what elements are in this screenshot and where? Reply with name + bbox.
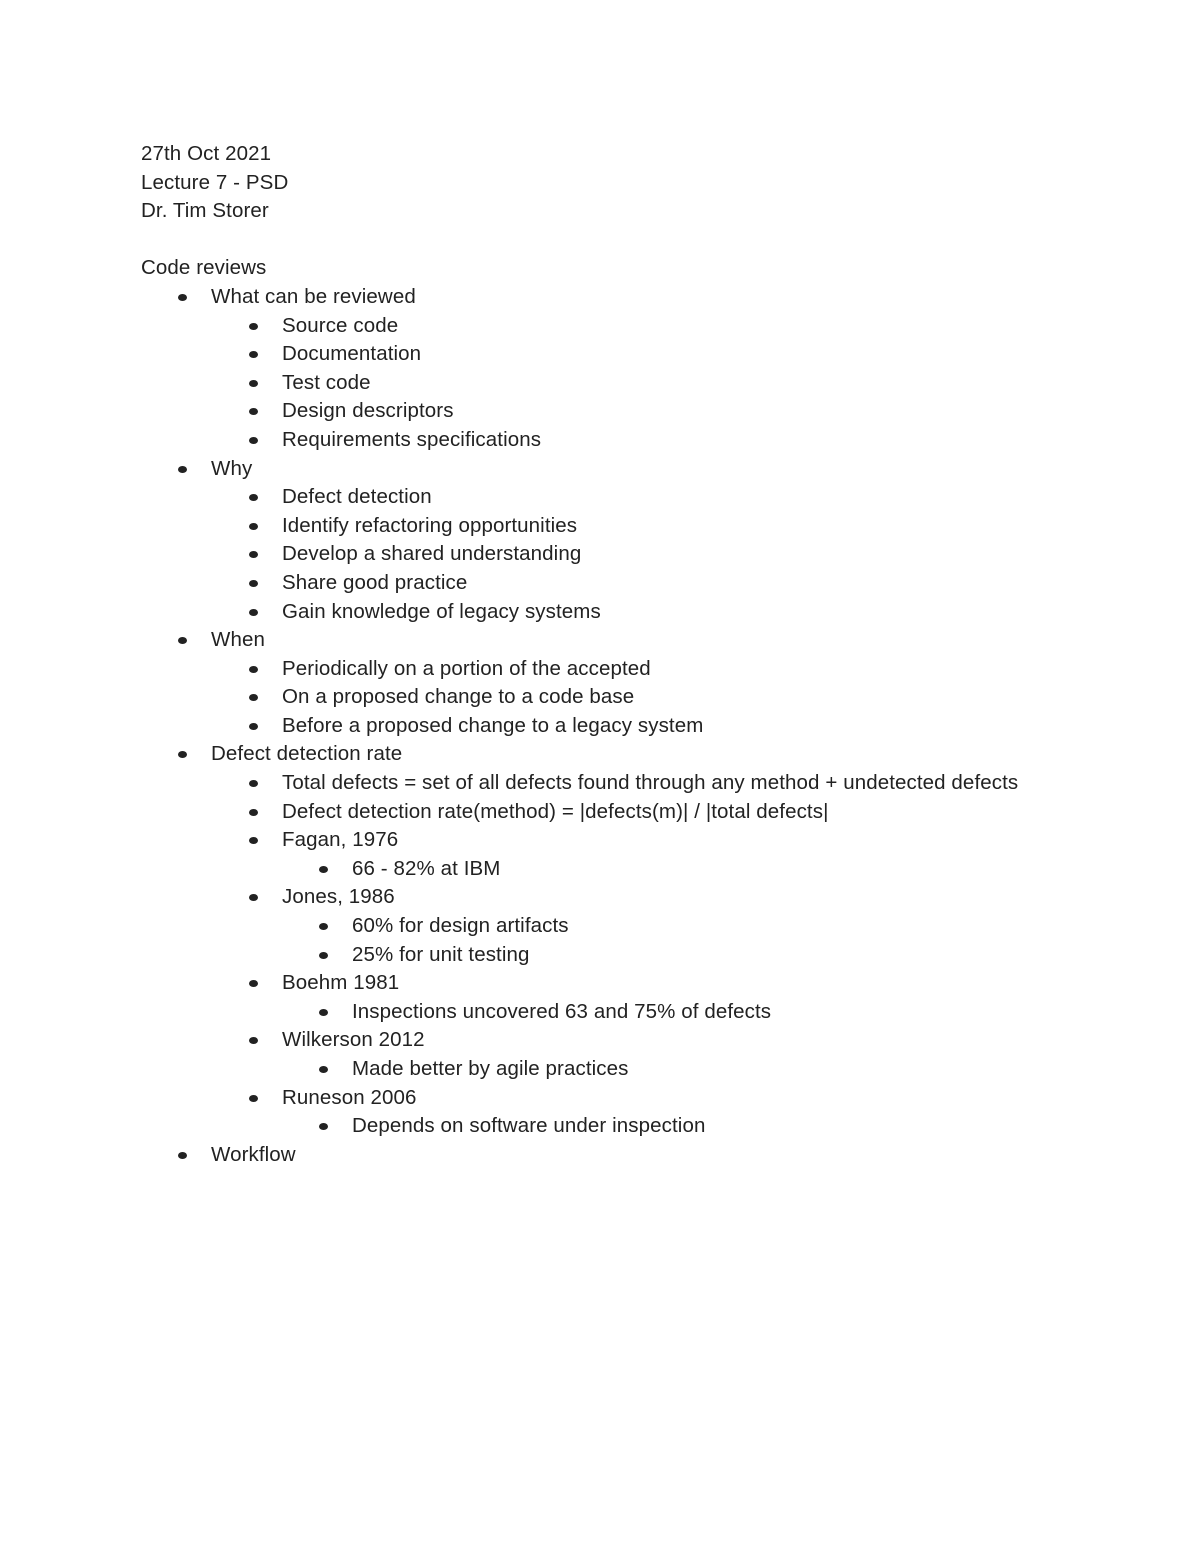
list-item-text: Defect detection (282, 485, 432, 509)
list-item (141, 1141, 1141, 1170)
list-item-text: Share good practice (282, 570, 468, 594)
list-item (141, 740, 1141, 769)
list-item-text: Depends on software under inspection (352, 1114, 706, 1138)
bullet-icon (249, 580, 258, 587)
list-item-text: Jones, 1986 (282, 885, 395, 909)
list-item-text: Source code (282, 313, 399, 337)
section-title: Code reviews (141, 256, 267, 280)
bullet-icon (249, 408, 258, 415)
bullet-icon (249, 523, 258, 530)
list-item (141, 998, 1141, 1027)
list-item (141, 1112, 1141, 1141)
list-item (141, 883, 1141, 912)
list-item (141, 941, 1141, 970)
list-item-text: On a proposed change to a code base (282, 685, 635, 709)
list-item (141, 855, 1141, 884)
bullet-icon (178, 1152, 187, 1159)
list-item-text: Defect detection rate(method) = |defects(m)| / |total defects| (282, 799, 829, 823)
list-item (141, 683, 1141, 712)
list-item (141, 483, 1141, 512)
list-item (141, 1055, 1141, 1084)
bullet-icon (178, 466, 187, 473)
list-item-text: Inspections uncovered 63 and 75% of defects (352, 999, 772, 1023)
list-item-text: 66 - 82% at IBM (352, 856, 501, 880)
list-item (141, 626, 1141, 655)
bullet-icon (249, 1095, 258, 1102)
bullet-icon (249, 723, 258, 730)
list-item (141, 426, 1141, 455)
list-item-text: Documentation (282, 342, 422, 366)
list-item-text: Before a proposed change to a legacy system (282, 713, 704, 737)
bullet-icon (178, 637, 187, 644)
list-item-text: What can be reviewed (211, 284, 416, 308)
list-item (141, 369, 1141, 398)
list-item-text: Fagan, 1976 (282, 828, 399, 852)
list-item-text: Why (211, 456, 253, 480)
bullet-icon (249, 780, 258, 787)
bullet-icon (249, 837, 258, 844)
list-item (141, 769, 1141, 798)
list-item-text: When (211, 628, 265, 652)
list-item-text: Develop a shared understanding (282, 542, 582, 566)
bullet-icon (249, 894, 258, 901)
bullet-icon (249, 694, 258, 701)
list-item (141, 455, 1141, 484)
bullet-icon (249, 323, 258, 330)
list-item (141, 598, 1141, 627)
bullet-icon (249, 809, 258, 816)
list-item-text: Test code (282, 370, 371, 394)
list-item-text: Boehm 1981 (282, 971, 400, 995)
bullet-icon (249, 666, 258, 673)
bullet-icon (178, 751, 187, 758)
list-item (141, 340, 1141, 369)
bullet-icon (319, 1066, 328, 1073)
bullet-icon (249, 980, 258, 987)
list-item (141, 712, 1141, 741)
list-item (141, 826, 1141, 855)
list-item-text: Workflow (211, 1142, 296, 1166)
bullet-icon (249, 609, 258, 616)
list-item (141, 969, 1141, 998)
note-date: 27th Oct 2021 (141, 142, 272, 165)
list-item-text: Wilkerson 2012 (282, 1028, 425, 1052)
list-item-text: Design descriptors (282, 399, 454, 423)
bullet-icon (249, 551, 258, 558)
bullet-icon (249, 351, 258, 358)
list-item (141, 397, 1141, 426)
bullet-icon (249, 437, 258, 444)
list-item (141, 1026, 1141, 1055)
bullet-icon (319, 952, 328, 959)
document-body (141, 140, 1141, 1169)
list-item (141, 912, 1141, 941)
list-item-text: 60% for design artifacts (352, 914, 569, 938)
list-item (141, 655, 1141, 684)
list-item (141, 283, 1141, 312)
bullet-icon (249, 1037, 258, 1044)
list-item-text: Gain knowledge of legacy systems (282, 599, 601, 623)
bullet-icon (249, 380, 258, 387)
bullet-icon (319, 866, 328, 873)
list-item-text: Total defects = set of all defects found through any method + undetected defects (282, 771, 1019, 795)
list-item (141, 1084, 1141, 1113)
list-item-text: Defect detection rate (211, 742, 403, 766)
bullet-icon (319, 1009, 328, 1016)
lecture-title: Lecture 7 - PSD (141, 170, 289, 194)
list-item (141, 512, 1141, 541)
list-item-text: Made better by agile practices (352, 1057, 629, 1080)
list-item (141, 312, 1141, 341)
blank-line (141, 226, 1141, 255)
list-item-text: Identify refactoring opportunities (282, 513, 578, 537)
list-item-text: Periodically on a portion of the accepted (282, 656, 651, 680)
list-item (141, 569, 1141, 598)
list-item-text: Requirements specifications (282, 427, 542, 451)
bullet-icon (178, 294, 187, 301)
bullet-icon (319, 923, 328, 930)
bullet-icon (249, 494, 258, 501)
list-item-text: 25% for unit testing (352, 942, 530, 966)
list-item-text: Runeson 2006 (282, 1085, 417, 1109)
list-item (141, 798, 1141, 827)
list-item (141, 540, 1141, 569)
lecturer-name: Dr. Tim Storer (141, 199, 269, 223)
bullet-icon (319, 1123, 328, 1130)
